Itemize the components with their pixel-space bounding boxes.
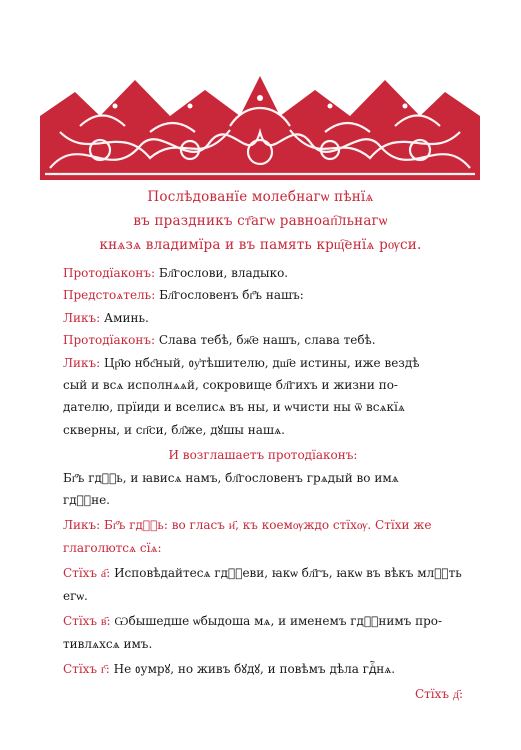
rubric-exclaims: И возглашаетъ протодїаконъ: [168, 448, 358, 463]
headpiece-ornament [40, 72, 480, 180]
rubric-protodeacon: Протодїаконъ: [63, 266, 156, 280]
exchange-text-1: Бл҃гослови, владыко. [158, 266, 289, 280]
proclamation-line-1: Бг҃ъ гдⷭ҇ь, и ꙗвисѧ намъ, бл҃гословенъ грѧдый во имѧ [63, 470, 399, 485]
prayer-line-4: скверны, и сп҃си, бл҃же, дꙋшы нашѧ. [63, 422, 285, 437]
verse-2-line-1: Ѡбышедше ѡбыдоша мѧ, и именемъ гдⷭ҇нимъ про- [114, 614, 443, 629]
rubric-verse-2: Стїхъ в҃: [63, 614, 111, 629]
choir-reply-text-2: глаголютсѧ сїѧ: [63, 540, 162, 555]
verse-1 [63, 562, 463, 607]
verse-1-line-2: егѡ. [63, 588, 88, 603]
rubric-protodeacon-2: Протодїаконъ: [63, 333, 156, 348]
title-line-3: кнѧзѧ владимїра и въ память крщ҇енїѧ рѹси. [99, 237, 422, 253]
choir-reply-text-1: Бг҃ъ гдⷭ҇ь: во гласъ и҃, къ коемѹждо стїхѹ. Стїхи же [104, 518, 432, 533]
title-line-1: Послѣдованїе молебнагѡ пѣнїѧ [147, 189, 374, 205]
verse-2 [63, 610, 463, 655]
rubric-verse-4: Стїхъ д҃: [414, 687, 463, 702]
exchange-text-3: Аминь. [104, 310, 149, 325]
choir-reply [63, 514, 463, 559]
rubric-verse-1: Стїхъ а҃: [63, 566, 111, 581]
prayer-line-2: сый и всѧ исполнѧѧй, сокровище бл҃гихъ и жизни по- [63, 378, 398, 393]
proclamation [63, 467, 463, 512]
service-text [63, 262, 463, 706]
prayer-line-3: дателю, прїиди и вселисѧ въ ны, и ѡчисти ны ѿ всѧкїѧ [63, 400, 405, 415]
rubric-choir: Ликъ: [63, 310, 101, 325]
rubric-verse-3: Стїхъ г҃: [63, 661, 110, 676]
exchange-2 [63, 284, 463, 306]
title-line-2: въ праздникъ ст҃агѡ равноап҇льнагѡ [133, 213, 388, 229]
proclamation-line-2: гдⷭ҇не. [63, 493, 110, 508]
exchange-3 [63, 307, 463, 329]
exchange-text-4: Слава тебѣ, бж҃е нашъ, слава тебѣ. [158, 333, 376, 348]
verse-3-line-1: Не ᲂумрꙋ, но живъ бꙋдꙋ, и повѣмъ дѣла гдⷭ҇нѧ. [113, 661, 396, 676]
rubric-choir-3: Ликъ: [63, 518, 101, 533]
verse-3 [63, 658, 463, 680]
rubric-choir-2: Ликъ: [63, 355, 101, 370]
exchange-4 [63, 329, 463, 351]
exchange-1 [63, 262, 463, 284]
verse-2-line-2: тивлѧхсѧ имъ. [63, 636, 153, 651]
verse-1-line-1: Исповѣдайтесѧ гдⷭ҇еви, ꙗкѡ бл҃гъ, ꙗкѡ въ вѣкъ млⷭ҇ть [114, 566, 462, 581]
prayer-line-1: Цр҃ю нбс҃ный, ᲂу҆тѣшителю, дш҃е истины, иже вездѣ [104, 355, 420, 370]
prayer-heavenly-king [63, 352, 463, 442]
exchange-text-2: Бл҃гословенъ бг҃ъ нашъ: [159, 288, 304, 303]
rubric-celebrant: Предстоѧтель: [63, 288, 156, 303]
